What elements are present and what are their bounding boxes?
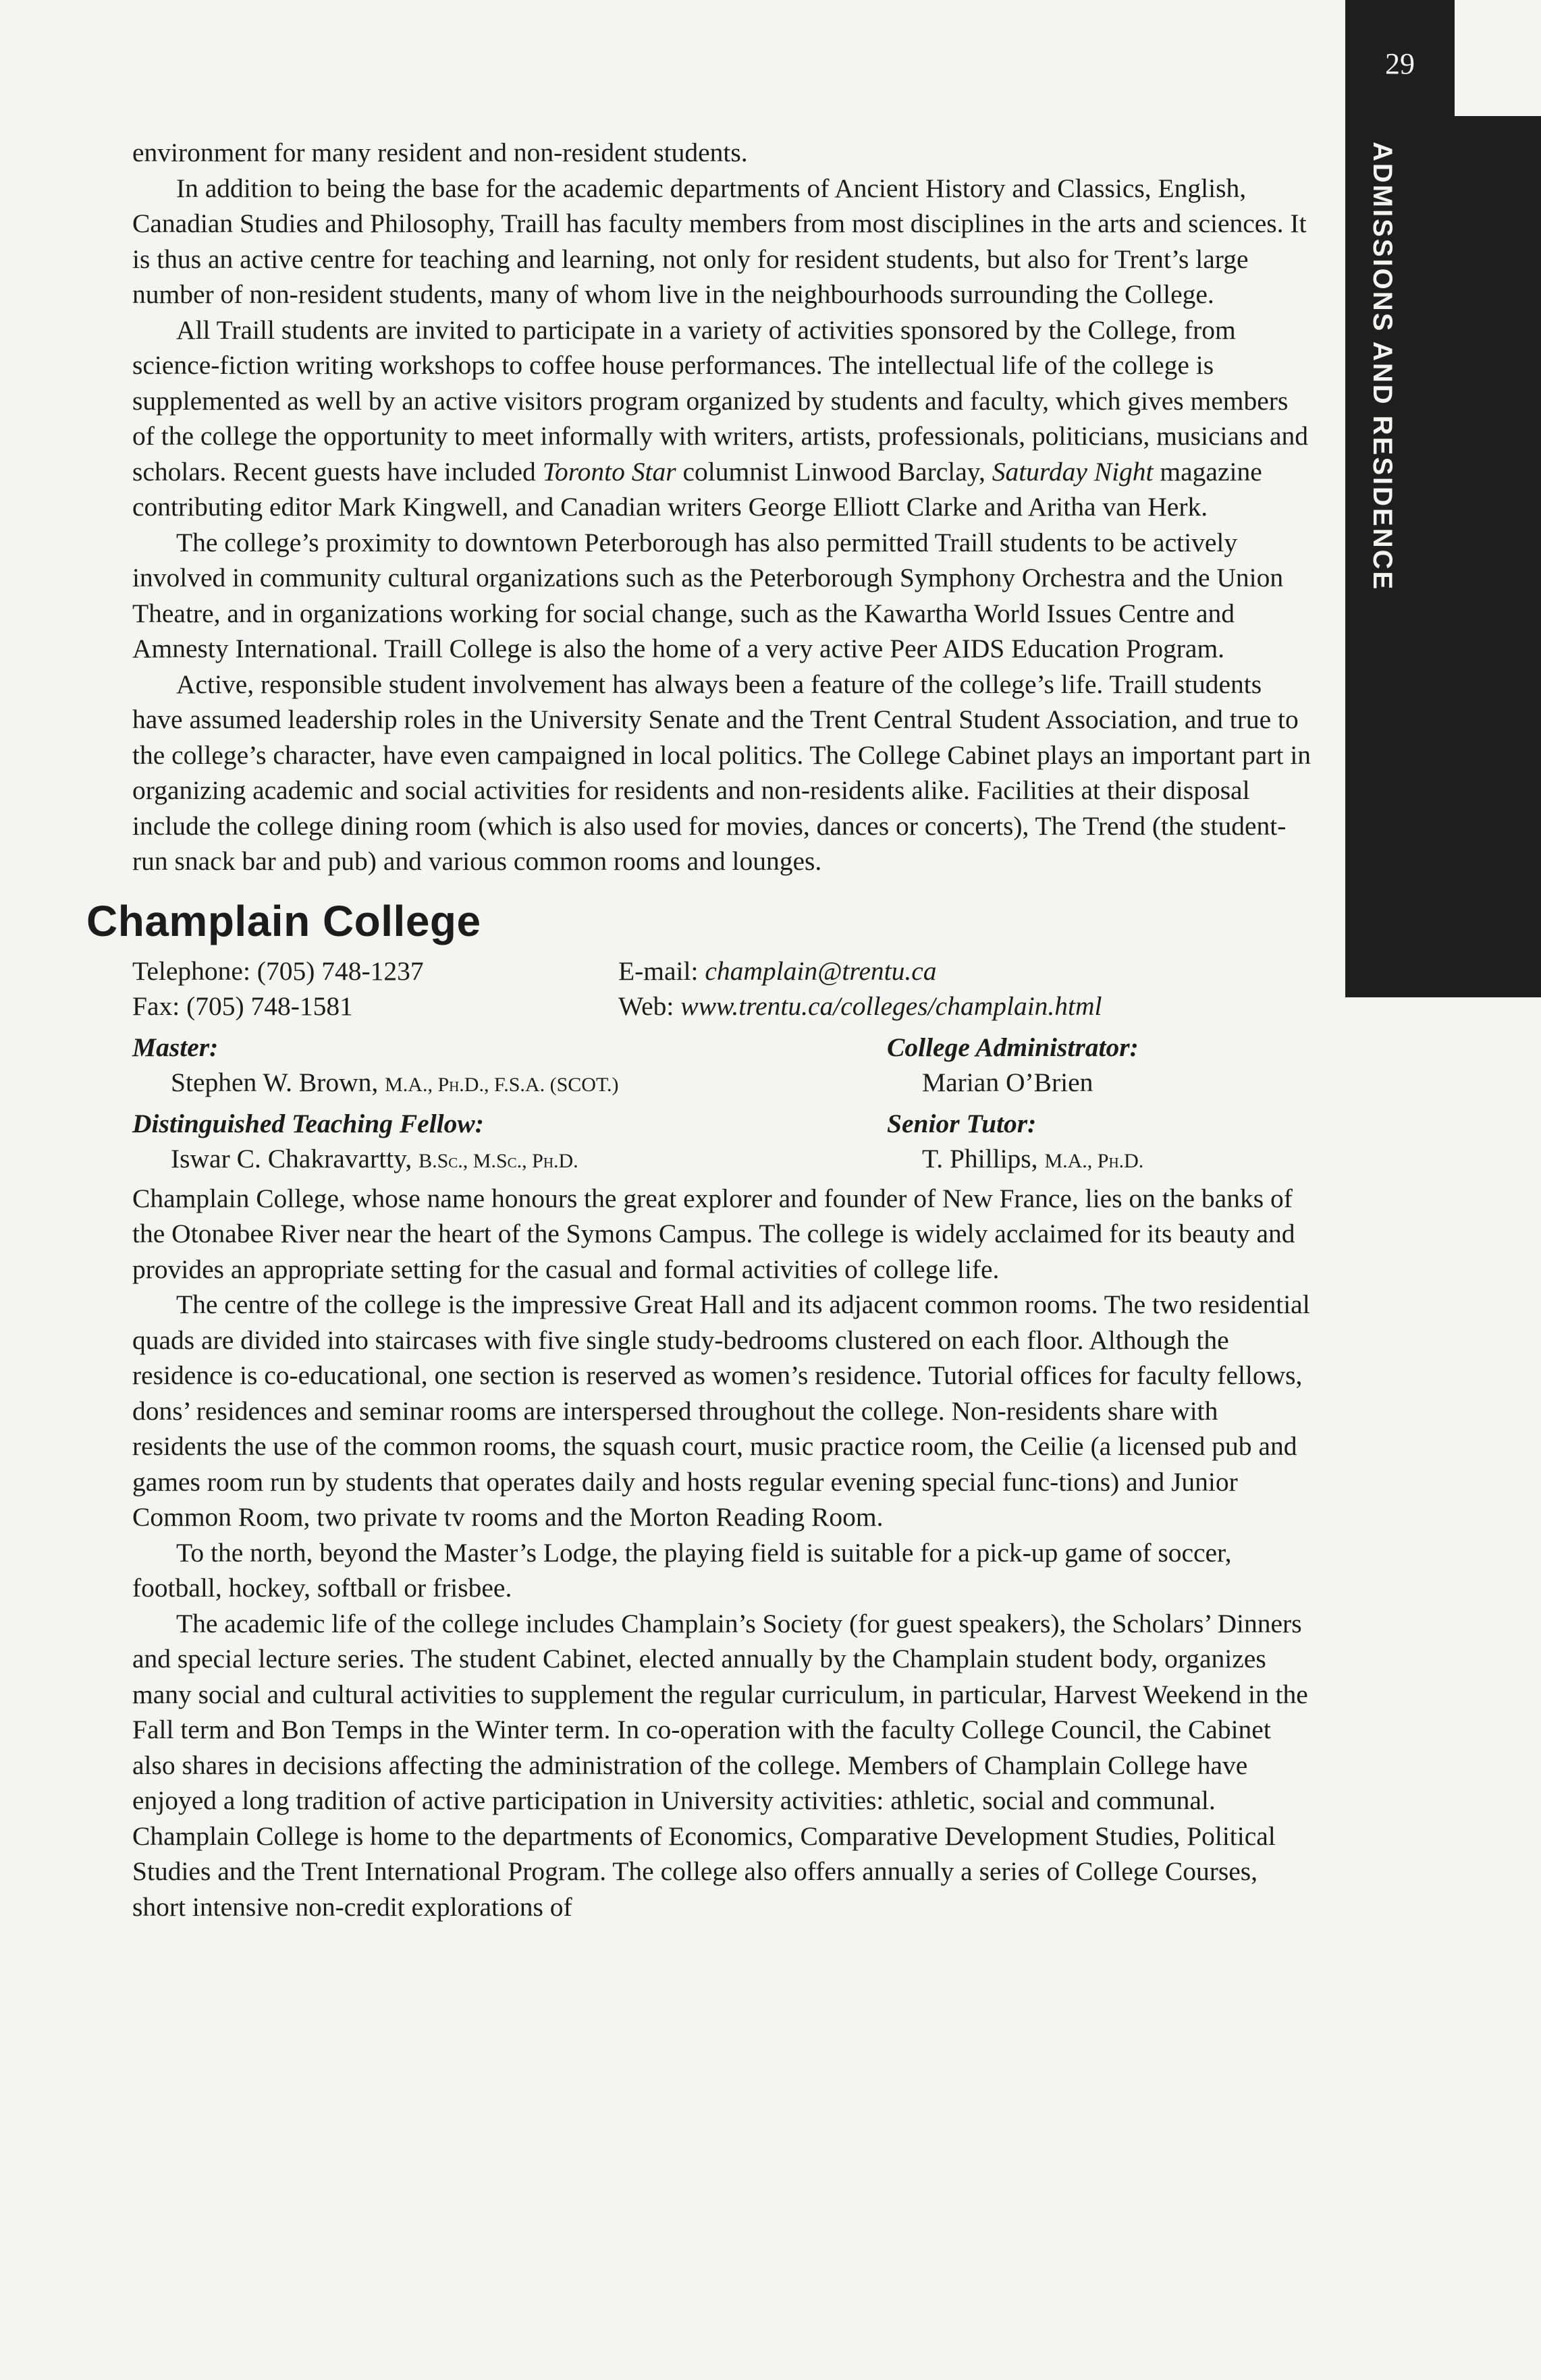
administrator-label: College Administrator: <box>887 1032 1139 1062</box>
champlain-paragraph-1: Champlain College, whose name honours the great explorer and founder of New France, lies on the banks of the Otonabee River near the heart of the Symons Campus. The college is widely acclaimed for its beauty and provides an appropriate setting for the casual and formal activities of college life. <box>132 1183 1295 1284</box>
traill-paragraph-3-text-c: magazine contributing editor Mark Kingwell, and Canadian writers George Elliott Clarke and Aritha van Herk. <box>132 456 1262 522</box>
master-label: Master: <box>132 1032 219 1062</box>
tutor-name: T. Phillips, <box>922 1144 1045 1173</box>
staff-row-2 <box>132 1106 1317 1180</box>
traill-paragraph-3-text-a: All Traill students are invited to participate in a variety of activities sponsored by the College, from science-fiction writing workshops to coffee house performances. The intellectual life of the college is supplemented as well by an active visitors program organized by students and faculty, which gives members of the college the opportunity to meet informally with writers, artists, professionals, politicians, musicians and scholars. Recent guests have included <box>132 314 1309 487</box>
champlain-paragraph-2: The centre of the college is the impressive Great Hall and its adjacent common rooms. The two residential quads are divided into staircases with five single study-bedrooms clustered on each floor. Although the residence is co-educational, one section is reserved as women’s residence. Tutorial offices for faculty fellows, dons’ residences and seminar rooms are interspersed throughout the college. Non-residents share with residents the use of the common rooms, the squash court, music practice room, the Ceilie (a licensed pub and games room run by students that operates daily and hosts regular evening special func-tions) and Junior Common Room, two private tv rooms and the Morton Reading Room. <box>132 1290 1310 1532</box>
champlain-paragraph-4: The academic life of the college includes Champlain’s Society (for guest speakers), the Scholars’ Dinners and special lecture series. The student Cabinet, elected annually by the Champlain student body, organizes many social and cultural activities to supplement the regular curriculum, in particular, Harvest Weekend in the Fall term and Bon Temps in the Winter term. In co-operation with the faculty College Council, the Cabinet also shares in decisions affecting the administration of the college. Members of Champlain College have enjoyed a long tradition of active participation in University activities: athletic, social and communal. Champlain College is home to the departments of Economics, Comparative Development Studies, Political Studies and the Trent International Program. The college also offers annually a series of College Courses, short intensive non-credit explorations of <box>132 1608 1308 1922</box>
fellow-entry <box>132 1106 887 1180</box>
master-name-line <box>132 1065 887 1103</box>
page-number: 29 <box>1385 47 1415 80</box>
email-link[interactable]: champlain@trentu.ca <box>705 956 937 986</box>
fellow-name-line <box>132 1141 887 1180</box>
traill-paragraph-4: The college’s proximity to downtown Peterborough has also permitted Traill students to be actively involved in community cultural organizations such as the Peterborough Symphony Orchestra and the Union Theatre, and in organizations working for social change, such as the Kawartha World Issues Centre and Amnesty International. Traill College is also the home of a very active Peer AIDS Education Program. <box>132 527 1284 663</box>
tutor-name-line <box>887 1141 1292 1180</box>
champlain-paragraph-3: To the north, beyond the Master’s Lodge, the playing field is suitable for a pick-up game of soccer, football, hockey, softball or frisbee. <box>132 1537 1232 1603</box>
traill-paragraph-3-text-b: columnist Linwood Barclay, <box>676 456 992 487</box>
traill-paragraph-5: Active, responsible student involvement has always been a feature of the college’s life. Traill students have assumed leadership roles in the University Senate and the Trent Central Student Association, and true to the college’s character, have even campaigned in local politics. The College Cabinet plays an important part in organizing academic and social activities for residents and non-residents alike. Facilities at their disposal include the college dining room (which is also used for movies, dances or concerts), The Trend (the student-run snack bar and pub) and various common rooms and lounges. <box>132 669 1312 876</box>
saturday-night-title: Saturday Night <box>992 456 1154 487</box>
champlain-contact-block <box>132 953 1317 1024</box>
administrator-name: Marian O’Brien <box>922 1068 1093 1097</box>
email-label: E-mail: <box>618 956 705 986</box>
champlain-heading: Champlain College <box>86 896 481 945</box>
traill-paragraph-2: In addition to being the base for the academic departments of Ancient History and Classics, English, Canadian Studies and Philosophy, Traill has faculty members from most disciplines in the arts and sciences. It is thus an active centre for teaching and learning, not only for resident students, but also for Trent’s large number of non-resident students, many of whom live in the neighbourhoods surrounding the College. <box>132 173 1307 309</box>
section-tab-label: ADMISSIONS AND RESIDENCE <box>1368 142 1397 592</box>
master-name: Stephen W. Brown, <box>171 1068 385 1097</box>
tutor-label: Senior Tutor: <box>887 1108 1037 1138</box>
fellow-name: Iswar C. Chakravartty, <box>171 1144 419 1173</box>
tutor-entry <box>887 1106 1292 1180</box>
traill-paragraph-3 <box>132 312 1317 525</box>
page-number-tab <box>1345 0 1455 116</box>
fax: Fax: (705) 748-1581 <box>132 991 353 1021</box>
fellow-credentials: B.Sc., M.Sc., Ph.D. <box>418 1150 578 1172</box>
tutor-credentials: M.A., Ph.D. <box>1044 1150 1144 1172</box>
email-line <box>618 953 1293 989</box>
toronto-star-title: Toronto Star <box>542 456 676 487</box>
fellow-label: Distinguished Teaching Fellow: <box>132 1108 484 1138</box>
page-body <box>86 135 1317 1925</box>
web-label: Web: <box>618 991 681 1021</box>
staff-row-1 <box>132 1030 1317 1103</box>
administrator-entry <box>887 1030 1292 1103</box>
master-credentials: M.A., Ph.D., F.S.A. (SCOT.) <box>385 1074 619 1096</box>
traill-paragraph-1: environment for many resident and non-resident students. <box>132 138 748 167</box>
web-line <box>618 989 1293 1024</box>
telephone: Telephone: (705) 748-1237 <box>132 956 424 986</box>
master-entry <box>132 1030 887 1103</box>
web-link[interactable]: www.trentu.ca/colleges/champlain.html <box>680 991 1102 1021</box>
